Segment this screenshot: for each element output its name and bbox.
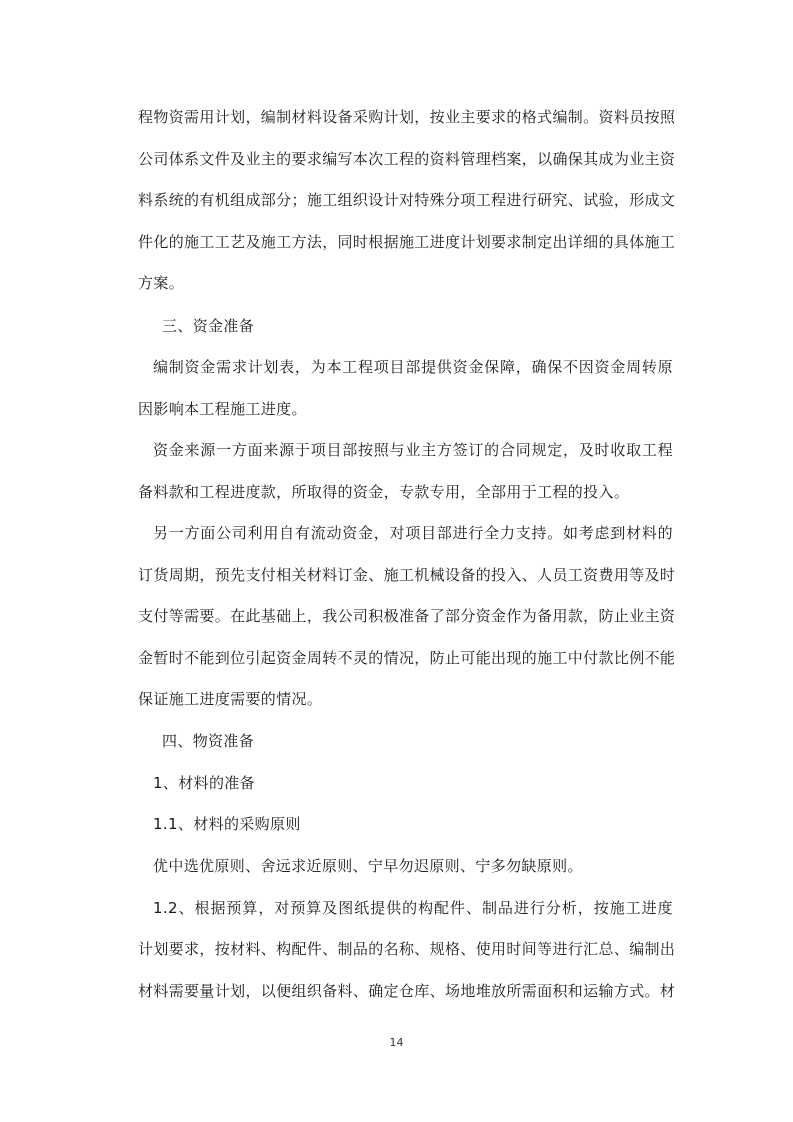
subsection-heading: 1.1、材料的采购原则 (153, 815, 301, 833)
body-text-line: 计划要求，按材料、构配件、制品的名称、规格、使用时间等进行汇总、编制出 (138, 940, 676, 958)
body-text-line: 支付等需要。在此基础上，我公司积极准备了部分资金作为备用款，防止业主资 (138, 607, 676, 625)
body-text-line: 料系统的有机组成部分；施工组织设计对特殊分项工程进行研究、试验，形成文 (138, 191, 676, 209)
page-number: 14 (389, 1036, 404, 1049)
section-heading: 三、资金准备 (162, 317, 255, 335)
body-text-line: 备料款和工程进度款，所取得的资金，专款专用，全部用于工程的投入。 (138, 483, 630, 501)
body-text-line: 保证施工进度需要的情况。 (138, 690, 323, 708)
body-text-line: 订货周期，预先支付相关材料订金、施工机械设备的投入、人员工资费用等及时 (138, 566, 676, 584)
body-text-line: 1.2、根据预算，对预算及图纸提供的构配件、制品进行分析，按施工进度 (153, 899, 673, 917)
subsection-heading: 1、材料的准备 (153, 774, 255, 792)
body-text-line: 材料需要量计划，以便组织备料、确定仓库、场地堆放所需面积和运输方式。材 (138, 982, 676, 1000)
body-text-line: 公司体系文件及业主的要求编写本次工程的资料管理档案，以确保其成为业主资 (138, 150, 676, 168)
body-text-line: 另一方面公司利用自有流动资金，对项目部进行全力支持。如考虑到材料的 (153, 524, 673, 542)
body-text-line: 资金来源一方面来源于项目部按照与业主方签订的合同规定，及时收取工程 (153, 441, 673, 459)
body-text-line: 金暂时不能到位引起资金周转不灵的情况，防止可能出现的施工中付款比例不能 (138, 649, 676, 667)
body-text-line: 件化的施工工艺及施工方法，同时根据施工进度计划要求制定出详细的具体施工 (138, 233, 676, 251)
body-text-line: 因影响本工程施工进度。 (138, 400, 307, 418)
body-text-line: 方案。 (138, 274, 185, 292)
body-text-line: 优中选优原则、舍远求近原则、宁早勿迟原则、宁多勿缺原则。 (153, 857, 583, 875)
body-text-line: 编制资金需求计划表，为本工程项目部提供资金保障，确保不因资金周转原 (153, 358, 673, 376)
body-text-line: 程物资需用计划，编制材料设备采购计划，按业主要求的格式编制。资料员按照 (138, 108, 676, 126)
section-heading: 四、物资准备 (162, 732, 255, 750)
